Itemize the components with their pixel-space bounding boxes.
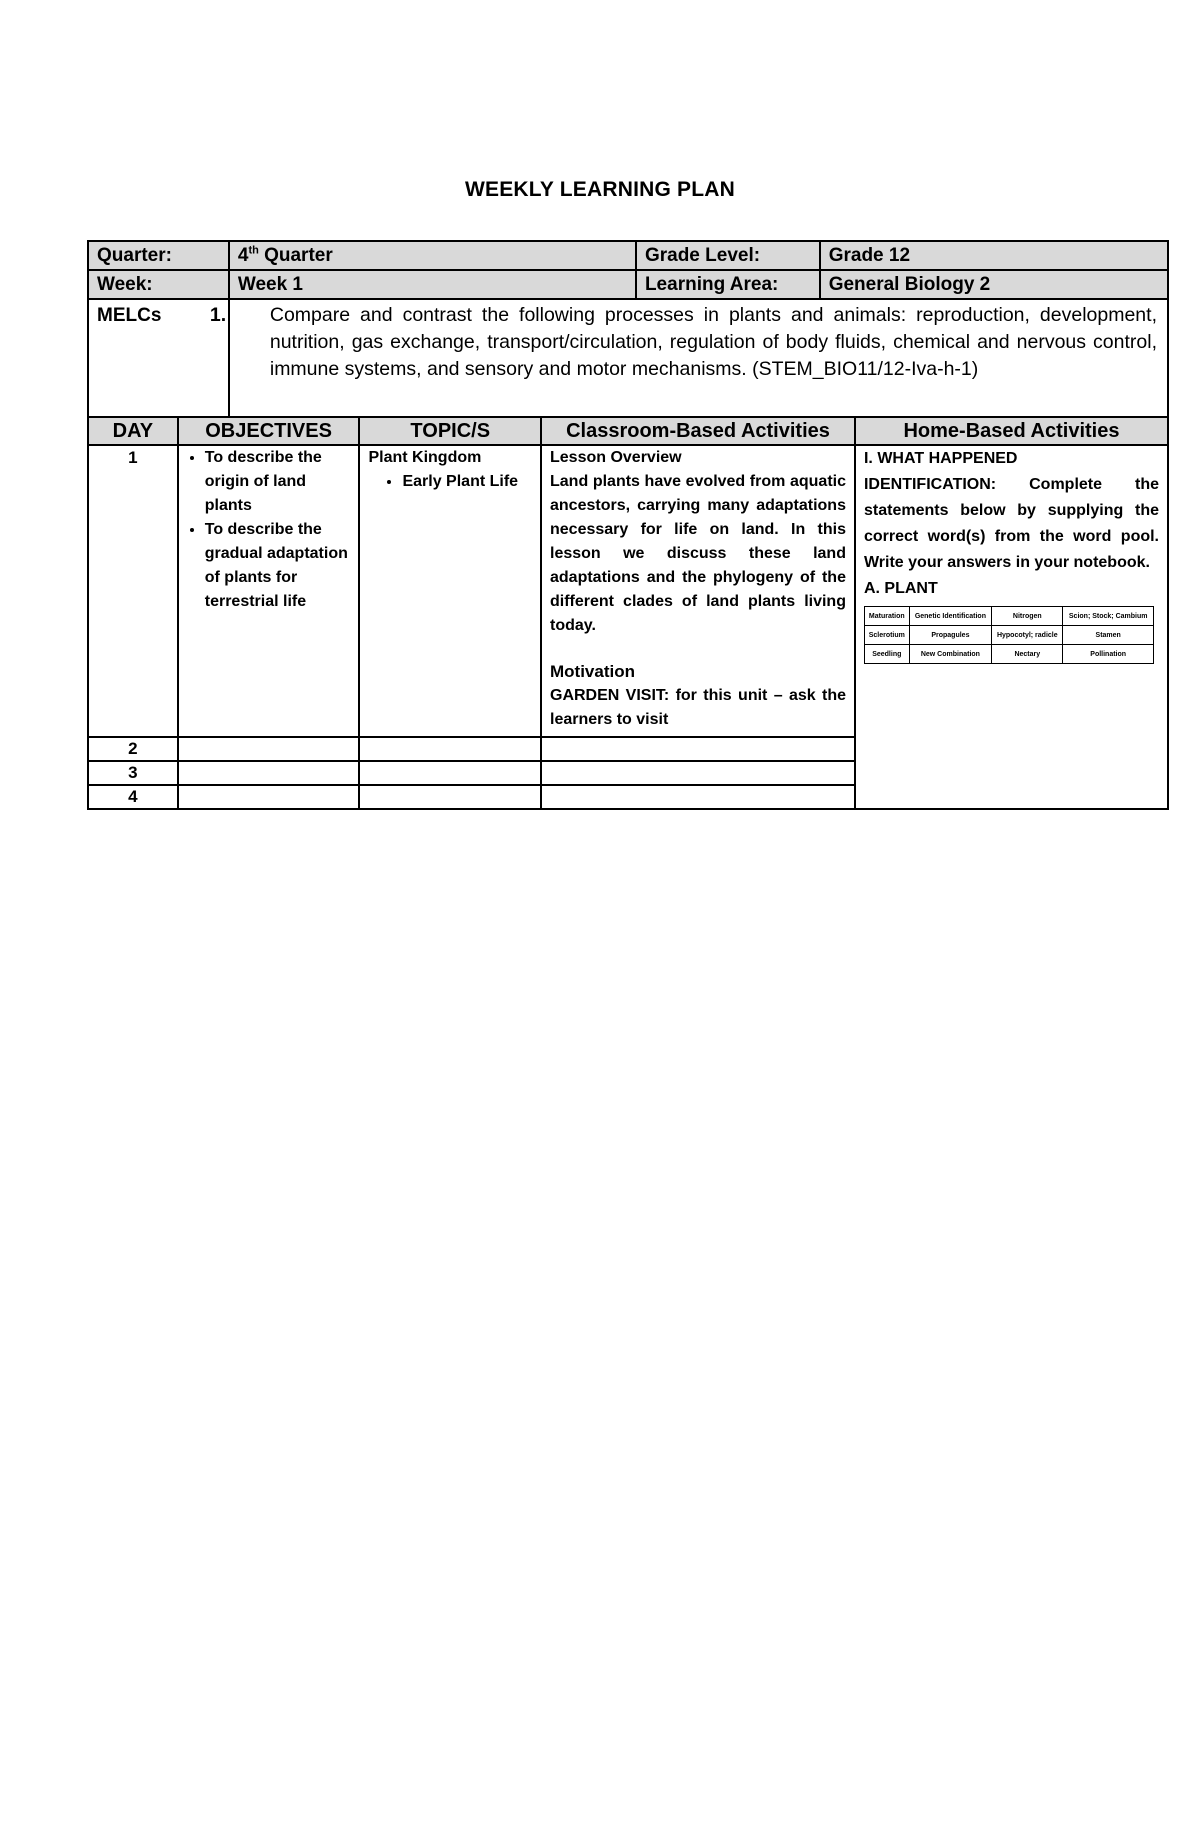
word-pool-row [864, 626, 1153, 645]
empty-cell [359, 785, 541, 809]
word-pool-cell: Scion; Stock; Cambium [1063, 607, 1154, 626]
motivation-text: GARDEN VISIT: for this unit – ask the learners to visit [550, 687, 846, 728]
melc-number: 1. [209, 304, 227, 326]
overview-heading: Lesson Overview [550, 449, 682, 466]
objective-item: • To describe the gradual adaptation of plants for terrestrial life [205, 518, 351, 614]
topics-cell [359, 445, 541, 737]
home-cell [855, 445, 1168, 809]
empty-cell [541, 785, 855, 809]
column-header-objectives: OBJECTIVES [178, 417, 360, 445]
topic-item: • Early Plant Life [402, 470, 532, 494]
header-row-week [88, 270, 1168, 299]
empty-cell [178, 737, 360, 761]
word-pool-cell: Hypocotyl; radicle [992, 626, 1063, 645]
week-value: Week 1 [229, 270, 636, 299]
word-pool-cell: Propagules [909, 626, 992, 645]
word-pool-table [864, 606, 1154, 664]
objective-item: • To describe the origin of land plants [205, 446, 351, 518]
header-table [87, 240, 1169, 419]
word-pool-row [864, 607, 1153, 626]
day-number: 2 [88, 737, 178, 761]
empty-cell [178, 761, 360, 785]
word-pool-cell: Stamen [1063, 626, 1154, 645]
column-header-topics: TOPIC/S [359, 417, 541, 445]
classroom-cell [541, 445, 855, 737]
word-pool-cell: Seedling [864, 645, 909, 664]
word-pool-cell: New Combination [909, 645, 992, 664]
learning-area-label: Learning Area: [636, 270, 820, 299]
empty-cell [359, 761, 541, 785]
word-pool-row [864, 645, 1153, 664]
empty-cell [541, 761, 855, 785]
week-label: Week: [88, 270, 229, 299]
melcs-content [209, 299, 1168, 418]
quarter-value: 4th Quarter [229, 241, 636, 270]
activities-table [87, 416, 1169, 810]
word-pool-cell: Sclerotium [864, 626, 909, 645]
objectives-list [187, 446, 351, 614]
header-row-quarter [88, 241, 1168, 270]
page-title: WEEKLY LEARNING PLAN [464, 178, 736, 201]
column-header-home: Home-Based Activities [855, 417, 1168, 445]
day-row-1 [88, 445, 1168, 737]
quarter-label: Quarter: [88, 241, 229, 270]
word-pool-cell: Pollination [1063, 645, 1154, 664]
column-header-row [88, 417, 1168, 445]
home-heading: I. WHAT HAPPENED [863, 450, 1018, 467]
word-pool-cell: Nitrogen [992, 607, 1063, 626]
objectives-cell [178, 445, 360, 737]
grade-level-label: Grade Level: [636, 241, 820, 270]
home-instruction: IDENTIFICATION: Complete the statements below by supplying the correct word(s) from the word pool. Write your answers in your notebook. [863, 476, 1159, 571]
empty-cell [178, 785, 360, 809]
home-subheading: A. PLANT [863, 580, 938, 597]
empty-cell [541, 737, 855, 761]
word-pool-cell: Maturation [864, 607, 909, 626]
melc-text: Compare and contrast the following processes in plants and animals: reproduction, development, nutrition, gas exchange, transport/circulation, regulation of body fluids, chemical and nervous control, immune systems, and sensory and motor mechanisms. (STEM_BIO11/12-Iva-h-1) [269, 304, 1157, 380]
learning-area-value: General Biology 2 [820, 270, 1168, 299]
day-number: 3 [88, 761, 178, 785]
overview-text: Land plants have evolved from aquatic ancestors, carrying many adaptations necessary for life on land. In this lesson we discuss these land adaptations and the phylogeny of the different clades of land plants living today. [550, 473, 846, 634]
column-header-classroom: Classroom-Based Activities [541, 417, 855, 445]
day-number: 4 [88, 785, 178, 809]
grade-level-value: Grade 12 [820, 241, 1168, 270]
melcs-label: MELCs [88, 299, 229, 418]
header-row-melcs [88, 299, 1168, 418]
word-pool-cell: Nectary [992, 645, 1063, 664]
topic-title: Plant Kingdom [368, 449, 482, 466]
day-number: 1 [88, 445, 178, 737]
word-pool-cell: Genetic Identification [909, 607, 992, 626]
empty-cell [359, 737, 541, 761]
motivation-heading: Motivation [550, 662, 635, 681]
column-header-day: DAY [88, 417, 178, 445]
topic-list [368, 470, 532, 494]
